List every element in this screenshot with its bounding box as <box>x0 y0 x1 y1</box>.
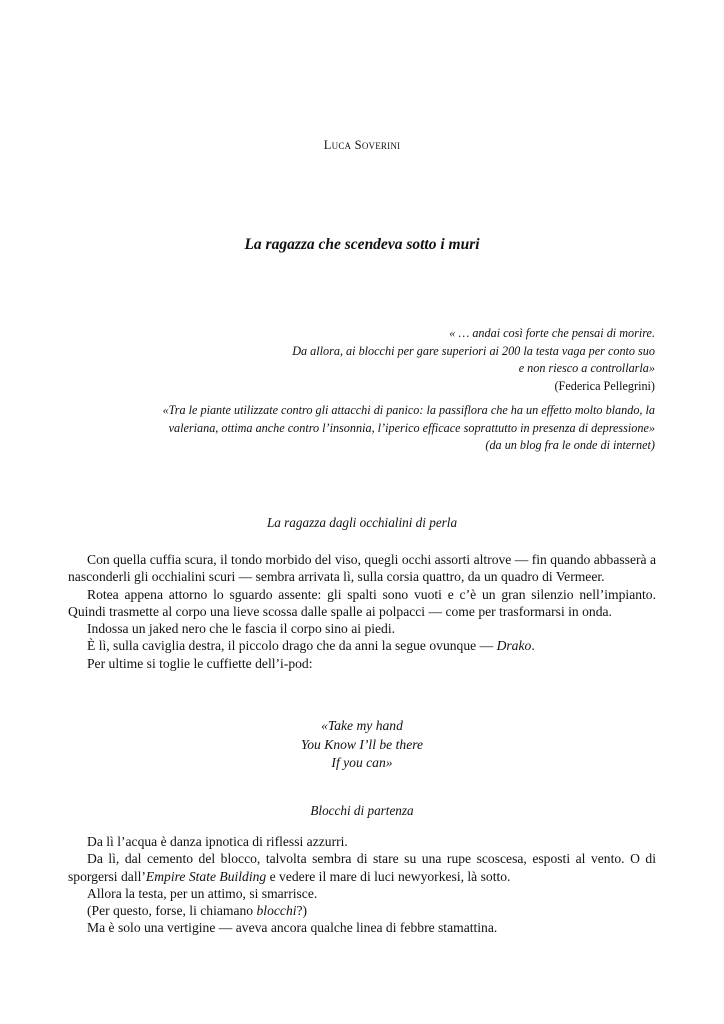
epigraph-line: e non riesco a controllarla» <box>518 361 655 375</box>
story-title: La ragazza che scendeva sotto i muri <box>244 236 480 253</box>
lyric-line: «Take my hand <box>321 718 403 733</box>
epigraph-source: (da un blog fra le onde di internet) <box>485 438 655 452</box>
paragraph: Con quella cuffia scura, il tondo morbido del viso, quegli occhi assorti altrove — fin quando abbasserà a nasconderli gli occhialini scuri — sembra arrivata lì, sulla corsia quattro, da un quadro di Vermeer. <box>68 552 656 585</box>
paragraph: Per ultime si toglie le cuffiette dell’i-pod: <box>87 655 313 671</box>
paragraph: Indossa un jaked nero che le fascia il corpo sino ai piedi. <box>87 621 396 637</box>
paragraph: Ma è solo una vertigine — aveva ancora qualche linea di febbre stamattina. <box>87 920 498 936</box>
epigraph-pellegrini <box>95 325 655 395</box>
emphasis-text: blocchi <box>256 903 297 919</box>
epigraph-line: Da allora, ai blocchi per gare superiori ai 200 la testa vaga per conto suo <box>292 343 655 358</box>
epigraph-source: (Federica Pellegrini) <box>554 378 655 393</box>
section-body <box>68 551 656 672</box>
epigraph-line: valeriana, ottima anche contro l’insonnia, l’iperico efficace soprattutto in presenza di depressione» <box>168 420 655 435</box>
section-heading: Blocchi di partenza <box>310 803 414 818</box>
section-heading: La ragazza dagli occhialini di perla <box>266 515 458 530</box>
paragraph <box>68 850 656 885</box>
paragraph-text: (Per questo, forse, li chiamano <box>87 903 257 919</box>
song-lyrics <box>0 717 724 773</box>
paragraph-text: e vedere il mare di luci newyorkesi, là sotto. <box>266 868 511 884</box>
emphasis-text: Drako <box>496 638 532 654</box>
epigraph-blog <box>75 402 655 455</box>
section-body <box>68 833 656 937</box>
paragraph-text: . <box>531 638 535 654</box>
paragraph-text: ?) <box>296 903 308 919</box>
epigraph-line: « … andai così forte che pensai di morire. <box>449 326 655 340</box>
author-name <box>0 137 724 153</box>
lyric-line: You Know I’ll be there <box>300 736 424 752</box>
epigraph-line: «Tra le piante utilizzate contro gli attacchi di panico: la passiflora che ha un effetto molto blando, la <box>162 403 655 417</box>
paragraph <box>68 637 656 654</box>
emphasis-text: Empire State Building <box>145 868 267 884</box>
paragraph-text: È lì, sulla caviglia destra, il piccolo drago che da anni la segue ovunque — <box>87 638 497 654</box>
lyric-line: If you can» <box>331 755 393 771</box>
paragraph: Rotea appena attorno lo sguardo assente: gli spalti sono vuoti e c’è un gran silenzio nell’impianto. Quindi trasmette al corpo una lieve scossa dalle spalle ai polpacci — come per trasformarsi in onda. <box>68 586 656 619</box>
author-first-name: Luca <box>323 138 352 152</box>
paragraph: Da lì l’acqua è danza ipnotica di riflessi azzurri. <box>87 834 348 849</box>
paragraph-text: Da lì, dal cemento del blocco, talvolta sembra di stare su una rupe scoscesa, esposti al vento. O di sporgersi dall’ <box>68 851 656 884</box>
author-last-name: Soverini <box>354 138 401 152</box>
paragraph <box>68 902 656 919</box>
paragraph: Allora la testa, per un attimo, si smarrisce. <box>87 885 318 901</box>
